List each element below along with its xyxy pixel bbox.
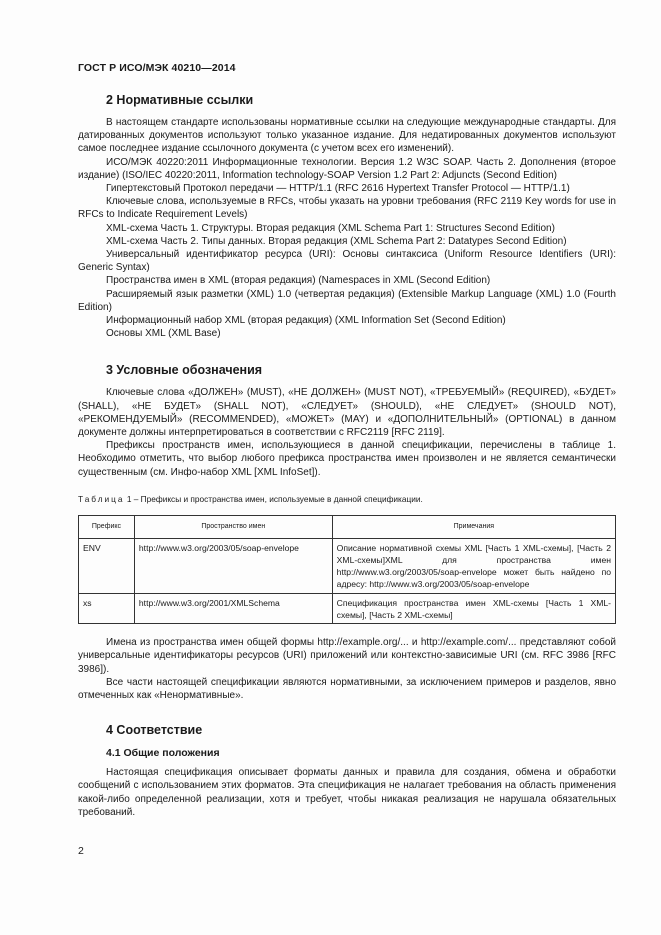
sec3-paragraph: Все части настоящей спецификации являются нормативными, за исключением примеров и разделов, явно отмеченных как «Ненормативные».: [78, 676, 616, 701]
table-caption: Таблица 1 – Префиксы и пространства имен, используемые в данной спецификации.: [78, 493, 423, 504]
sec2-reference: XML-схема Часть 1. Структуры. Вторая редакция (XML Schema Part 1: Structures Second Edition): [106, 222, 555, 234]
table-row: [79, 593, 616, 623]
subsection-4-1-title: 4.1 Общие положения: [106, 747, 220, 760]
sec2-reference: ИСО/МЭК 40220:2011 Информационные технологии. Версия 1.2 W3C SOAP. Часть 2. Дополнения (второе издание) (ISO/IEC 40220:2011, Information technology-SOAP Version 1.2 Part 2: Adjuncts (Second Edition): [78, 156, 616, 181]
sec2-paragraph: В настоящем стандарте использованы нормативные ссылки на следующие международные стандарты. Для датированных документов используют только указанное издание. Для недатированных документов используют самое последнее издание ссылочного документа (с учетом всех его изменений).: [78, 117, 616, 155]
standard-header: ГОСТ Р ИСО/МЭК 40210—2014: [78, 62, 236, 74]
table-header-row: [79, 515, 616, 538]
sec2-reference: Гипертекстовый Протокол передачи — HTTP/1.1 (RFC 2616 Hypertext Transfer Protocol — HTTP/1.1): [106, 183, 570, 195]
table-cell: http://www.w3.org/2003/05/soap-envelope: [134, 538, 332, 593]
sec3-paragraph: Ключевые слова «ДОЛЖЕН» (MUST), «НЕ ДОЛЖЕН» (MUST NOT), «ТРЕБУЕМЫЙ» (REQUIRED), «БУДЕТ» (SHALL), «НЕ БУДЕТ» (SHALL NOT), «СЛЕДУЕТ» (SHOULD), «НЕ СЛЕДУЕТ» (SHOULD NOT), «РЕКОМЕНДУЕМЫЙ» (RECOMMENDED), «МОЖЕТ» (MAY) и «ДОПОЛНИТЕЛЬНЫЙ» (OPTIONAL) в данном документе должны интерпретироваться в соответствии с RFC2119 [RFC 2119].: [78, 387, 616, 439]
sec2-reference: Расширяемый язык разметки (XML) 1.0 (четвертая редакция) (Extensible Markup Language (XML) 1.0 (Fourth Edition): [78, 288, 616, 313]
prefix-table: [78, 515, 616, 624]
sec4-paragraph: Настоящая спецификация описывает форматы данных и правила для создания, обмена и обработки сообщений с использованием этих форматов. Эта спецификация не налагает требования на область применения какой-либо определенной реализации, хотя и требует, чтобы никакая реализация не нарушала обязательных требований.: [78, 767, 616, 818]
sec2-reference: XML-схема Часть 2. Типы данных. Вторая редакция (XML Schema Part 2: Datatypes Second Edition): [106, 235, 567, 247]
sec2-reference: Ключевые слова, используемые в RFCs, чтобы указать на уровни требования (RFC 2119 Key words for use in RFCs to Indicate Requirement Levels): [78, 196, 616, 221]
sec2-reference: Универсальный идентификатор ресурса (URI): Основы синтаксиса (Uniform Resource Identifiers (URI): Generic Syntax): [78, 249, 616, 274]
section-3-title: 3 Условные обозначения: [106, 363, 263, 378]
sec3-paragraph: Префиксы пространств имен, использующиеся в данной спецификации, перечислены в таблице 1. Необходимо отметить, что выбор любого префикса пространства имен произволен и не является семантически существенным (см. Инфо-набор XML [XML InfoSet]).: [78, 440, 616, 478]
section-2-title: 2 Нормативные ссылки: [106, 93, 254, 107]
sec2-reference: Пространства имен в XML (вторая редакция) (Namespaces in XML (Second Edition): [106, 275, 491, 287]
table-cell: xs: [79, 593, 135, 623]
sec2-reference: Основы XML (XML Base): [106, 328, 221, 340]
table-cell: Описание нормативной схемы XML [Часть 1 XML-схемы], [Часть 2 XML-схемы]XML для пространства имен http://www.w3.org/2003/05/soap-envelope может быть найдено по адресу: http://www.w3.org/2003/05/soap-envelope: [332, 538, 615, 593]
table-header-cell: Пространство имен: [134, 515, 332, 538]
table-cell: ENV: [79, 538, 135, 593]
table-cell: http://www.w3.org/2001/XMLSchema: [134, 593, 332, 623]
table-header-cell: Префикс: [79, 515, 135, 538]
sec3-paragraph: Имена из пространства имен общей формы http://example.org/... и http://example.com/... представляют собой универсальные идентификаторы ресурсов (URI) приложений или контекстно-зависимые URI (см. RFC 3986 [RFC 3986]).: [78, 637, 616, 675]
section-4-title: 4 Соответствие: [106, 723, 203, 738]
table-header-cell: Примечания: [332, 515, 615, 538]
table-cell: Спецификация пространства имен XML-схемы [Часть 1 XML-схемы], [Часть 2 XML-схемы]: [332, 593, 615, 623]
table-row: [79, 538, 616, 593]
page-number: 2: [78, 845, 84, 857]
document-body: [78, 92, 616, 819]
sec2-reference: Информационный набор XML (вторая редакция) (XML Information Set (Second Edition): [106, 315, 506, 327]
